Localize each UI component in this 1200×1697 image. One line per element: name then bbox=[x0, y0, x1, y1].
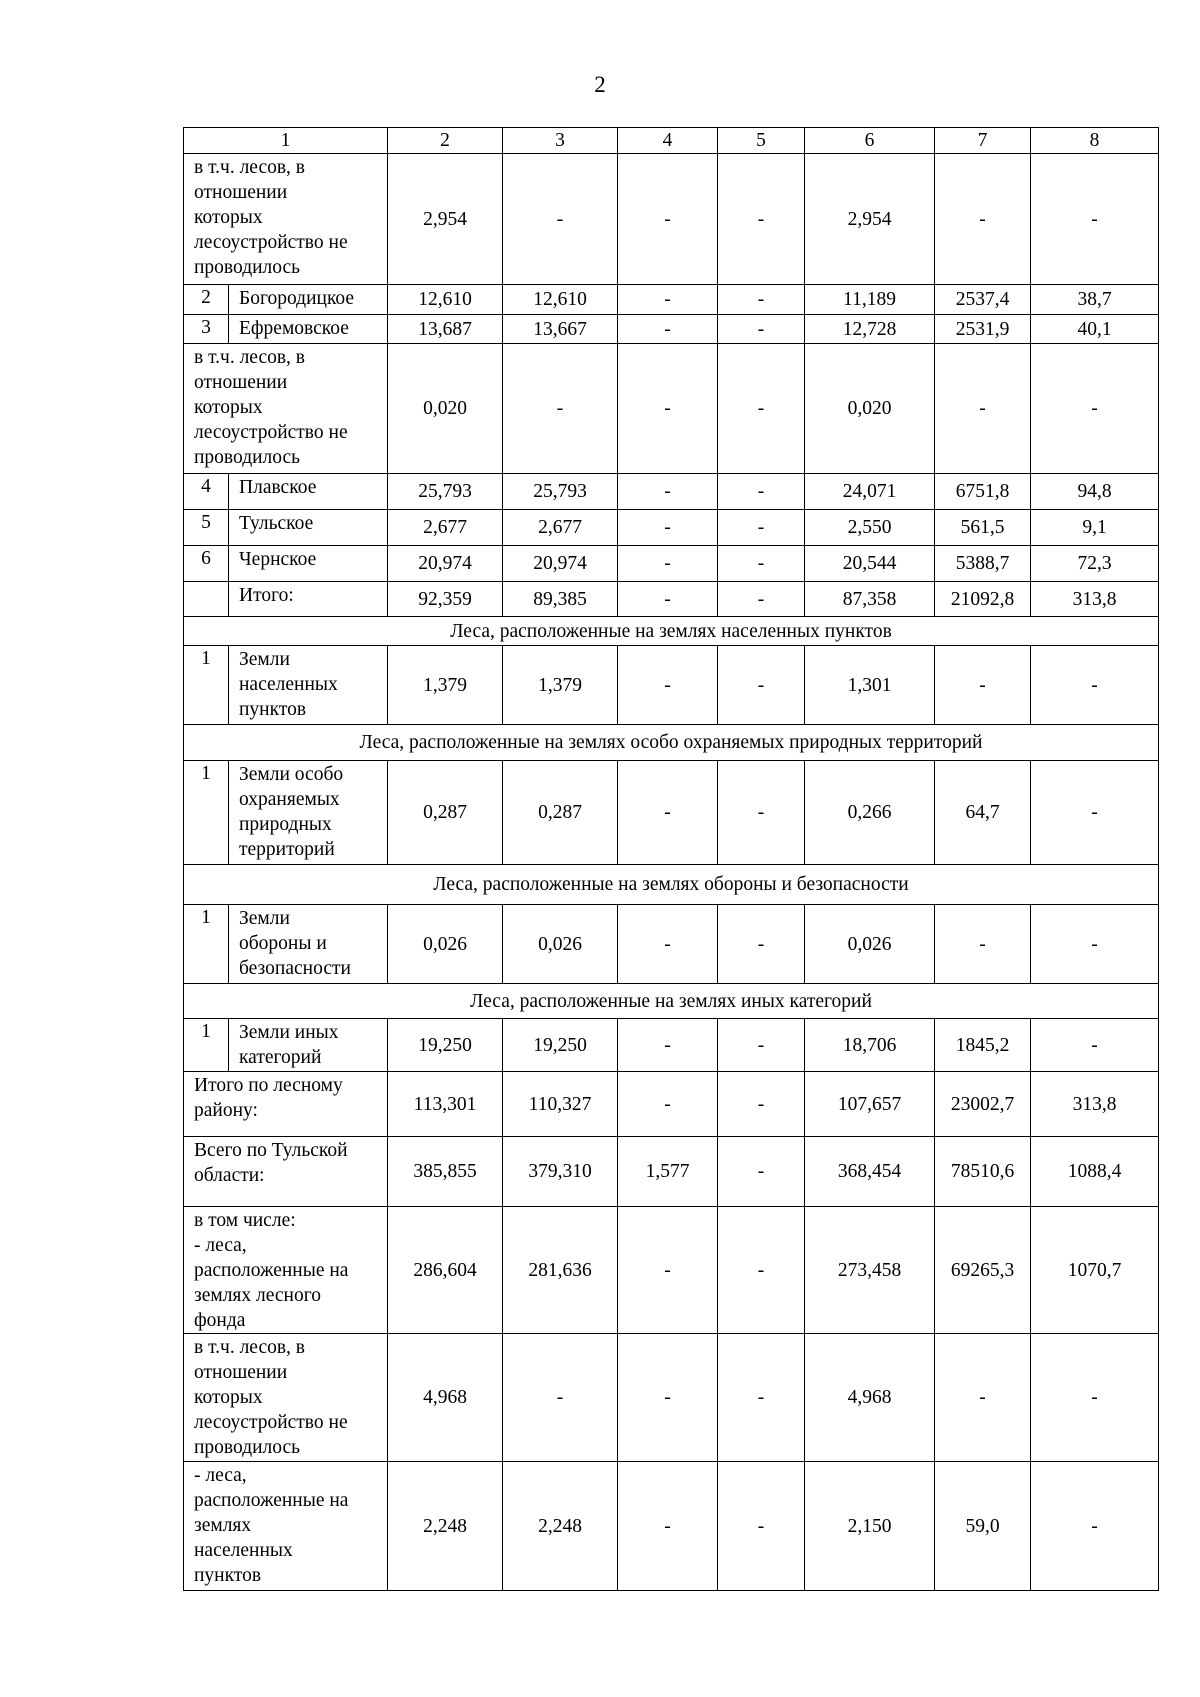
value-cell: 13,687 bbox=[388, 315, 503, 344]
row-number: 4 bbox=[184, 474, 229, 510]
value-cell: 89,385 bbox=[503, 582, 618, 617]
row-label: Всего по Тульской области: bbox=[184, 1137, 388, 1207]
section-heading: Леса, расположенные на землях обороны и безопасности bbox=[184, 865, 1159, 905]
value-cell: 0,026 bbox=[805, 905, 935, 984]
table-row bbox=[184, 582, 1159, 617]
table-row bbox=[184, 546, 1159, 582]
row-name: Итого: bbox=[229, 582, 388, 617]
value-cell: 12,610 bbox=[503, 285, 618, 315]
value-cell: - bbox=[1031, 646, 1159, 725]
section-heading: Леса, расположенные на землях иных категорий bbox=[184, 984, 1159, 1019]
value-cell: 0,026 bbox=[388, 905, 503, 984]
column-header: 5 bbox=[718, 128, 805, 154]
table-row bbox=[184, 1462, 1159, 1591]
value-cell: 107,657 bbox=[805, 1072, 935, 1137]
value-cell: 1,301 bbox=[805, 646, 935, 725]
value-cell: 113,301 bbox=[388, 1072, 503, 1137]
value-cell: - bbox=[1031, 1334, 1159, 1462]
value-cell: 1,379 bbox=[388, 646, 503, 725]
value-cell: 18,706 bbox=[805, 1019, 935, 1072]
value-cell: 1,577 bbox=[618, 1137, 718, 1207]
value-cell: - bbox=[1031, 154, 1159, 285]
value-cell: - bbox=[935, 344, 1031, 474]
value-cell: - bbox=[618, 646, 718, 725]
row-number: 5 bbox=[184, 510, 229, 546]
value-cell: 59,0 bbox=[935, 1462, 1031, 1591]
value-cell: - bbox=[1031, 905, 1159, 984]
value-cell: 1088,4 bbox=[1031, 1137, 1159, 1207]
value-cell: - bbox=[503, 1334, 618, 1462]
value-cell: 0,266 bbox=[805, 761, 935, 865]
value-cell: 13,667 bbox=[503, 315, 618, 344]
value-cell: 4,968 bbox=[805, 1334, 935, 1462]
value-cell: - bbox=[618, 1019, 718, 1072]
value-cell: - bbox=[618, 1072, 718, 1137]
value-cell: - bbox=[618, 285, 718, 315]
value-cell: 313,8 bbox=[1031, 1072, 1159, 1137]
value-cell: 38,7 bbox=[1031, 285, 1159, 315]
value-cell: 0,020 bbox=[805, 344, 935, 474]
table-row bbox=[184, 617, 1159, 646]
table-row bbox=[184, 1137, 1159, 1207]
column-header: 6 bbox=[805, 128, 935, 154]
value-cell: - bbox=[618, 582, 718, 617]
column-header: 8 bbox=[1031, 128, 1159, 154]
value-cell: 20,544 bbox=[805, 546, 935, 582]
value-cell: 379,310 bbox=[503, 1137, 618, 1207]
value-cell: - bbox=[1031, 1462, 1159, 1591]
row-number: 3 bbox=[184, 315, 229, 344]
value-cell: 2,248 bbox=[388, 1462, 503, 1591]
value-cell: 110,327 bbox=[503, 1072, 618, 1137]
value-cell: - bbox=[718, 1462, 805, 1591]
value-cell: 273,458 bbox=[805, 1207, 935, 1334]
table-row bbox=[184, 154, 1159, 285]
value-cell: 2,150 bbox=[805, 1462, 935, 1591]
value-cell: - bbox=[503, 344, 618, 474]
table-row bbox=[184, 285, 1159, 315]
value-cell: 24,071 bbox=[805, 474, 935, 510]
value-cell: - bbox=[718, 646, 805, 725]
column-header-row bbox=[184, 128, 1159, 154]
value-cell: - bbox=[718, 285, 805, 315]
value-cell: 94,8 bbox=[1031, 474, 1159, 510]
column-header: 1 bbox=[184, 128, 388, 154]
value-cell: - bbox=[618, 315, 718, 344]
row-number: 1 bbox=[184, 1019, 229, 1072]
value-cell: 25,793 bbox=[503, 474, 618, 510]
value-cell: - bbox=[618, 546, 718, 582]
value-cell: 12,728 bbox=[805, 315, 935, 344]
row-name: Земли населенных пунктов bbox=[229, 646, 388, 725]
value-cell: - bbox=[618, 1207, 718, 1334]
row-label: в т.ч. лесов, в отношении которых лесоустройство не проводилось bbox=[184, 1334, 388, 1462]
value-cell: - bbox=[618, 761, 718, 865]
value-cell: 0,026 bbox=[503, 905, 618, 984]
value-cell: 20,974 bbox=[388, 546, 503, 582]
value-cell: 2,954 bbox=[805, 154, 935, 285]
value-cell: - bbox=[1031, 1019, 1159, 1072]
value-cell: - bbox=[718, 1137, 805, 1207]
value-cell: 2537,4 bbox=[935, 285, 1031, 315]
value-cell: - bbox=[718, 344, 805, 474]
value-cell: - bbox=[1031, 344, 1159, 474]
row-number: 1 bbox=[184, 761, 229, 865]
value-cell: 281,636 bbox=[503, 1207, 618, 1334]
value-cell: - bbox=[618, 1334, 718, 1462]
table-row bbox=[184, 865, 1159, 905]
value-cell: 0,287 bbox=[388, 761, 503, 865]
row-number: 2 bbox=[184, 285, 229, 315]
table-row bbox=[184, 1334, 1159, 1462]
value-cell: 313,8 bbox=[1031, 582, 1159, 617]
row-name: Чернское bbox=[229, 546, 388, 582]
value-cell: 4,968 bbox=[388, 1334, 503, 1462]
value-cell: - bbox=[718, 315, 805, 344]
row-label: в т.ч. лесов, в отношении которых лесоустройство не проводилось bbox=[184, 154, 388, 285]
table-row bbox=[184, 761, 1159, 865]
value-cell: 1845,2 bbox=[935, 1019, 1031, 1072]
value-cell: 9,1 bbox=[1031, 510, 1159, 546]
row-name: Земли обороны и безопасности bbox=[229, 905, 388, 984]
value-cell: 87,358 bbox=[805, 582, 935, 617]
row-name: Тульское bbox=[229, 510, 388, 546]
value-cell: - bbox=[718, 546, 805, 582]
table-row bbox=[184, 905, 1159, 984]
row-name: Богородицкое bbox=[229, 285, 388, 315]
value-cell: 64,7 bbox=[935, 761, 1031, 865]
value-cell: 561,5 bbox=[935, 510, 1031, 546]
row-name: Плавское bbox=[229, 474, 388, 510]
value-cell: 1,379 bbox=[503, 646, 618, 725]
row-name: Ефремовское bbox=[229, 315, 388, 344]
row-label: - леса, расположенные на землях населенных пунктов bbox=[184, 1462, 388, 1591]
value-cell: - bbox=[718, 582, 805, 617]
value-cell: 385,855 bbox=[388, 1137, 503, 1207]
table-row bbox=[184, 510, 1159, 546]
value-cell: 5388,7 bbox=[935, 546, 1031, 582]
value-cell: 2,550 bbox=[805, 510, 935, 546]
value-cell: 368,454 bbox=[805, 1137, 935, 1207]
value-cell: - bbox=[718, 474, 805, 510]
value-cell: 20,974 bbox=[503, 546, 618, 582]
value-cell: 25,793 bbox=[388, 474, 503, 510]
value-cell: - bbox=[718, 1207, 805, 1334]
row-label: Итого по лесному району: bbox=[184, 1072, 388, 1137]
value-cell: 72,3 bbox=[1031, 546, 1159, 582]
table-row bbox=[184, 646, 1159, 725]
column-header: 7 bbox=[935, 128, 1031, 154]
column-header: 4 bbox=[618, 128, 718, 154]
value-cell: - bbox=[618, 344, 718, 474]
row-number: 6 bbox=[184, 546, 229, 582]
table-row bbox=[184, 1019, 1159, 1072]
value-cell: 69265,3 bbox=[935, 1207, 1031, 1334]
value-cell: - bbox=[718, 1072, 805, 1137]
value-cell: - bbox=[618, 1462, 718, 1591]
value-cell: 0,020 bbox=[388, 344, 503, 474]
row-name: Земли иных категорий bbox=[229, 1019, 388, 1072]
page-number: 2 bbox=[594, 72, 606, 97]
row-label: в том числе: - леса, расположенные на землях лесного фонда bbox=[184, 1207, 388, 1334]
value-cell: - bbox=[718, 1019, 805, 1072]
section-heading: Леса, расположенные на землях населенных пунктов bbox=[184, 617, 1159, 646]
value-cell: 0,287 bbox=[503, 761, 618, 865]
value-cell: - bbox=[935, 154, 1031, 285]
column-header: 2 bbox=[388, 128, 503, 154]
table-row bbox=[184, 344, 1159, 474]
value-cell: - bbox=[618, 154, 718, 285]
value-cell: 78510,6 bbox=[935, 1137, 1031, 1207]
table-row bbox=[184, 1072, 1159, 1137]
value-cell: - bbox=[718, 510, 805, 546]
row-number bbox=[184, 582, 229, 617]
value-cell: 12,610 bbox=[388, 285, 503, 315]
value-cell: 2,954 bbox=[388, 154, 503, 285]
value-cell: 2,677 bbox=[503, 510, 618, 546]
value-cell: 92,359 bbox=[388, 582, 503, 617]
value-cell: - bbox=[935, 1334, 1031, 1462]
value-cell: 1070,7 bbox=[1031, 1207, 1159, 1334]
value-cell: - bbox=[618, 905, 718, 984]
table-row bbox=[184, 984, 1159, 1019]
value-cell: - bbox=[503, 154, 618, 285]
column-header: 3 bbox=[503, 128, 618, 154]
value-cell: 23002,7 bbox=[935, 1072, 1031, 1137]
value-cell: 21092,8 bbox=[935, 582, 1031, 617]
table-row bbox=[184, 725, 1159, 761]
value-cell: 6751,8 bbox=[935, 474, 1031, 510]
value-cell: - bbox=[718, 905, 805, 984]
value-cell: - bbox=[1031, 761, 1159, 865]
value-cell: - bbox=[935, 905, 1031, 984]
row-number: 1 bbox=[184, 646, 229, 725]
value-cell: - bbox=[618, 474, 718, 510]
value-cell: - bbox=[618, 510, 718, 546]
value-cell: 40,1 bbox=[1031, 315, 1159, 344]
forest-area-table bbox=[183, 127, 1159, 1591]
value-cell: 286,604 bbox=[388, 1207, 503, 1334]
table-row bbox=[184, 315, 1159, 344]
value-cell: 19,250 bbox=[388, 1019, 503, 1072]
value-cell: - bbox=[935, 646, 1031, 725]
value-cell: 2,677 bbox=[388, 510, 503, 546]
section-heading: Леса, расположенные на землях особо охраняемых природных территорий bbox=[184, 725, 1159, 761]
value-cell: 19,250 bbox=[503, 1019, 618, 1072]
row-label: в т.ч. лесов, в отношении которых лесоустройство не проводилось bbox=[184, 344, 388, 474]
value-cell: - bbox=[718, 761, 805, 865]
value-cell: 2531,9 bbox=[935, 315, 1031, 344]
value-cell: - bbox=[718, 154, 805, 285]
row-number: 1 bbox=[184, 905, 229, 984]
table-row bbox=[184, 474, 1159, 510]
row-name: Земли особо охраняемых природных территорий bbox=[229, 761, 388, 865]
value-cell: 11,189 bbox=[805, 285, 935, 315]
value-cell: 2,248 bbox=[503, 1462, 618, 1591]
value-cell: - bbox=[718, 1334, 805, 1462]
table-row bbox=[184, 1207, 1159, 1334]
